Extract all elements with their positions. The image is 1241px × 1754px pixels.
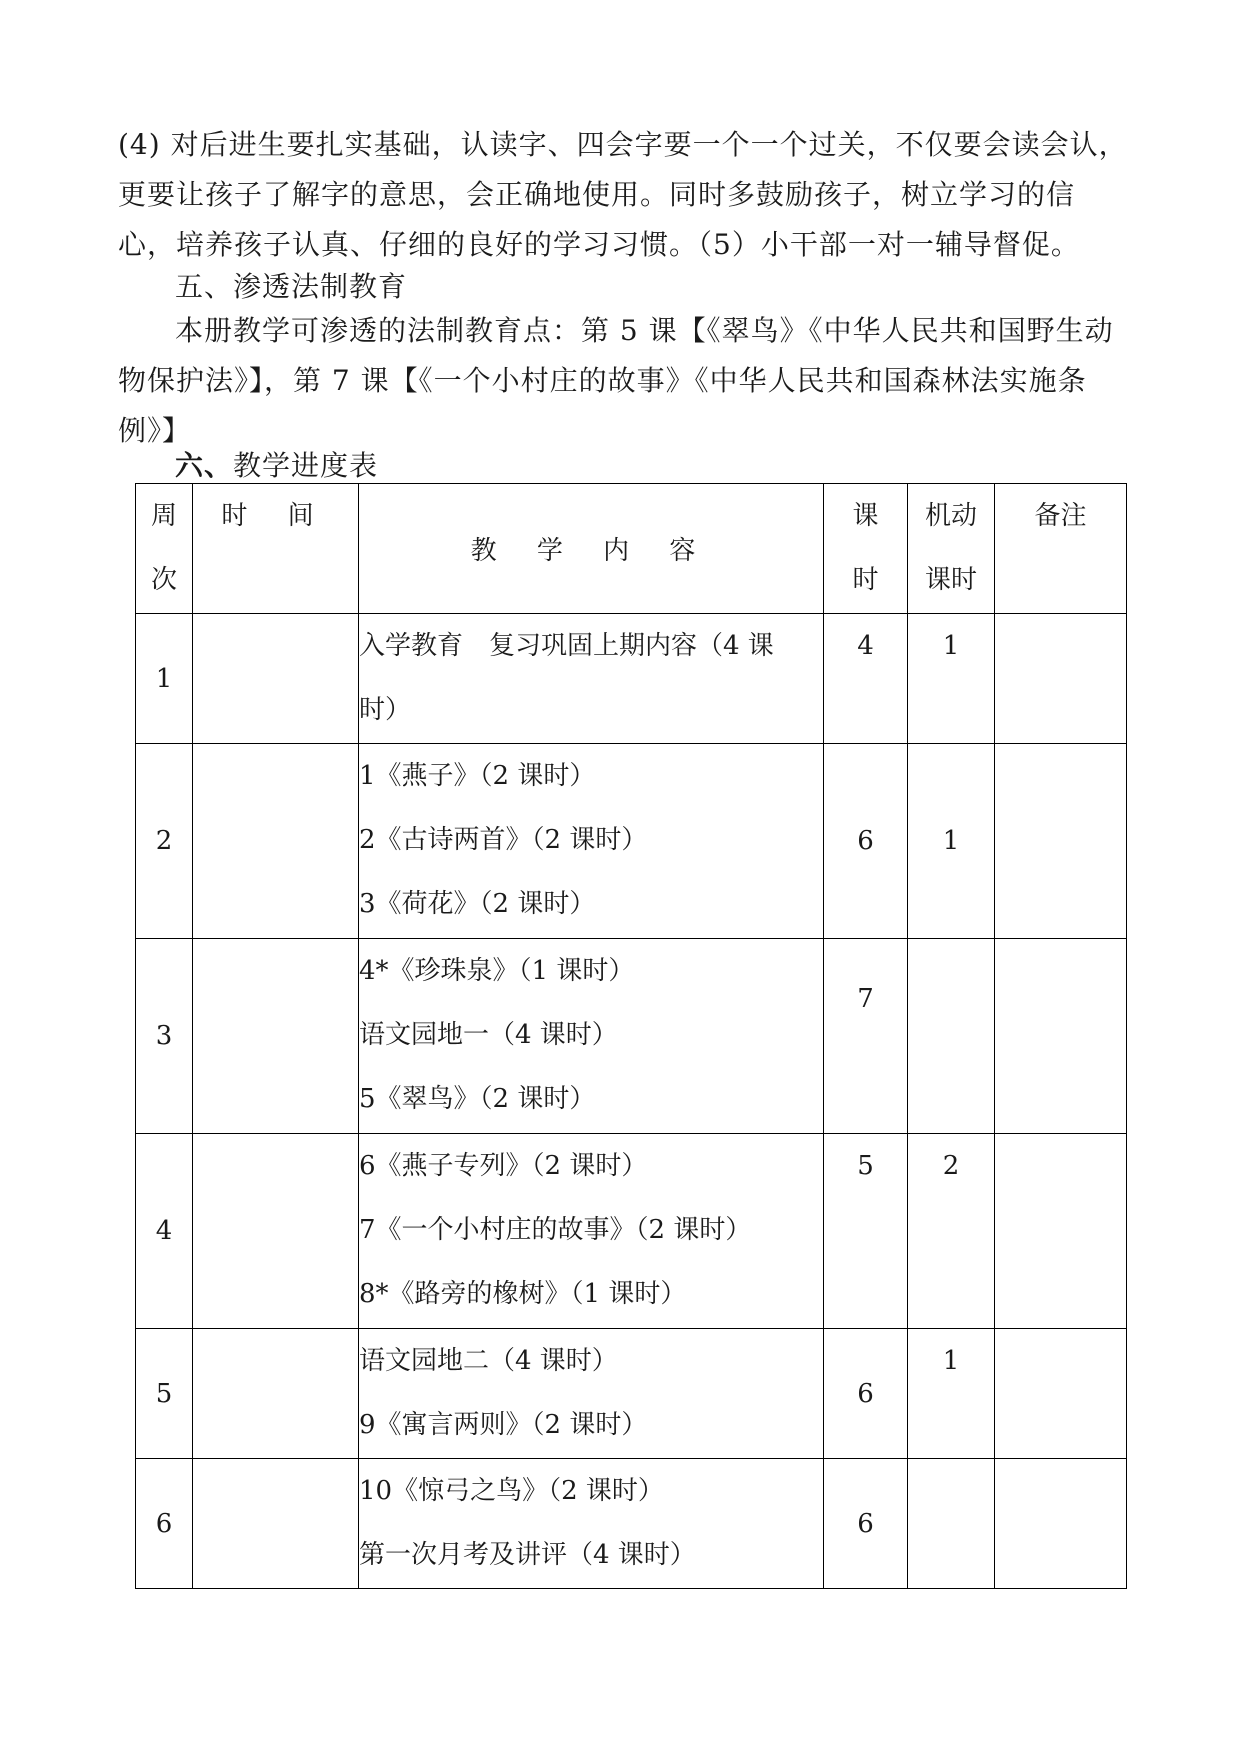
content-line: 语文园地一（4 课时）: [359, 1020, 618, 1050]
cell-hours: 5: [824, 1134, 908, 1329]
cell-time: [193, 744, 359, 939]
cell-content: [359, 1134, 824, 1329]
content-line: 6《燕子专列》（2 课时）: [359, 1151, 648, 1181]
content-line: 8*《路旁的橡树》（1 课时）: [359, 1279, 687, 1309]
cell-content: [359, 939, 824, 1134]
cell-content: [359, 614, 824, 744]
table-row: [136, 1134, 1127, 1329]
content-line: 4*《珍珠泉》（1 课时）: [359, 956, 635, 986]
cell-hours: 4: [824, 614, 908, 744]
content-line: 2《古诗两首》（2 课时）: [359, 825, 648, 855]
heading-text: 教学进度表: [233, 449, 379, 482]
heading-number: 六、: [175, 449, 234, 482]
header-flex-hours: 机动 课时: [908, 484, 995, 614]
cell-week: 5: [136, 1329, 193, 1459]
table-row: [136, 744, 1127, 939]
cell-week: 1: [136, 614, 193, 744]
cell-time: [193, 614, 359, 744]
cell-notes: [995, 1459, 1127, 1589]
cell-hours: 6: [824, 744, 908, 939]
table-row: [136, 1459, 1127, 1589]
cell-notes: [995, 614, 1127, 744]
cell-hours: 6: [824, 1329, 908, 1459]
cell-time: [193, 1134, 359, 1329]
section-heading-legal-education: 五、渗透法制教育: [175, 270, 408, 303]
cell-flex-hours: [908, 1459, 995, 1589]
cell-flex-hours: 2: [908, 1134, 995, 1329]
table-header-row: [136, 484, 1127, 614]
cell-content: [359, 1329, 824, 1459]
cell-content: [359, 1459, 824, 1589]
cell-flex-hours: 1: [908, 744, 995, 939]
cell-time: [193, 1459, 359, 1589]
content-line: 时）: [359, 695, 412, 725]
content-line: 5《翠鸟》（2 课时）: [359, 1084, 596, 1114]
paragraph-legal-points: 本册教学可渗透的法制教育点：第 5 课【《翠鸟》《中华人民共和国野生动物保护法》】，第 7 课【《一个小村庄的故事》《中华人民共和国森林法实施条例》】: [118, 314, 1114, 447]
cell-notes: [995, 744, 1127, 939]
cell-week: 4: [136, 1134, 193, 1329]
content-line: 7《一个小村庄的故事》（2 课时）: [359, 1215, 752, 1245]
content-line: 10《惊弓之鸟》（2 课时）: [359, 1476, 664, 1506]
cell-notes: [995, 939, 1127, 1134]
table-row: [136, 1329, 1127, 1459]
cell-flex-hours: 1: [908, 614, 995, 744]
header-time: 时 间: [193, 484, 359, 614]
table-row: [136, 939, 1127, 1134]
cell-week: 2: [136, 744, 193, 939]
header-content: 教 学 内 容: [359, 484, 824, 614]
content-line: 入学教育 复习巩固上期内容（4 课: [359, 631, 774, 661]
content-line: 3《荷花》（2 课时）: [359, 889, 596, 919]
cell-time: [193, 1329, 359, 1459]
schedule-table: [135, 483, 1127, 1589]
content-line: 1《燕子》（2 课时）: [359, 761, 596, 791]
cell-hours: 7: [824, 939, 908, 1134]
header-notes: 备注: [995, 484, 1127, 614]
content-line: 第一次月考及讲评（4 课时）: [359, 1540, 696, 1570]
cell-week: 6: [136, 1459, 193, 1589]
cell-flex-hours: [908, 939, 995, 1134]
cell-week: 3: [136, 939, 193, 1134]
content-line: 语文园地二（4 课时）: [359, 1346, 618, 1376]
cell-hours: 6: [824, 1459, 908, 1589]
cell-notes: [995, 1329, 1127, 1459]
cell-flex-hours: 1: [908, 1329, 995, 1459]
cell-notes: [995, 1134, 1127, 1329]
header-hours: 课 时: [824, 484, 908, 614]
content-line: 9《寓言两则》（2 课时）: [359, 1410, 648, 1440]
header-week: 周 次: [136, 484, 193, 614]
table-row: [136, 614, 1127, 744]
cell-content: [359, 744, 824, 939]
cell-time: [193, 939, 359, 1134]
paragraph-remedial: (4) 对后进生要扎实基础，认读字、四会字要一个一个过关，不仅要会读会认，更要让孩子了解字的意思，会正确地使用。同时多鼓励孩子，树立学习的信心，培养孩子认真、仔细的良好的学习习惯。（5）小干部一对一辅导督促。: [118, 128, 1128, 261]
